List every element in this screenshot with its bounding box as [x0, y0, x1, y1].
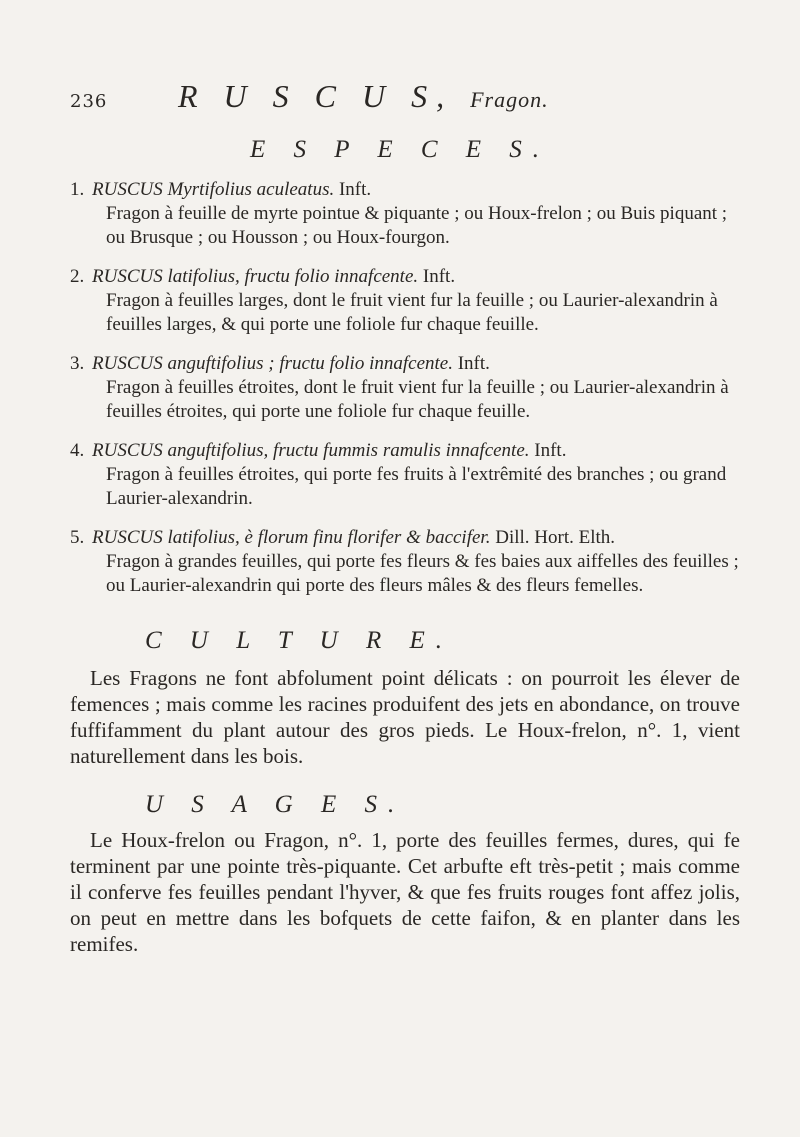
culture-heading: C U L T U R E. [145, 627, 453, 654]
usages-heading: U S A G E S. [145, 791, 406, 818]
running-title [178, 78, 549, 115]
species-list [70, 178, 740, 598]
species-number: 1. [70, 179, 85, 200]
species-french-description: Fragon à feuille de myrte pointue & piquante ; ou Houx-frelon ; ou Buis piquant ; ou Brusque ; ou Housson ; ou Houx-fourgon. [106, 203, 728, 248]
culture-paragraph: Les Fragons ne font abfolument point délicats : on pourroit les élever de femences ; mais comme les racines produifent des jets en abondance, on trouve fuffifamment du plant autour des gros pieds. Le Houx-frelon, n°. 1, vient naturellement dans les bois. [70, 666, 740, 768]
page-number: 236 [70, 91, 108, 112]
species-number: 4. [70, 440, 85, 461]
species-entry [70, 439, 740, 511]
running-title-common: Fragon. [470, 87, 549, 112]
species-entry [70, 265, 740, 337]
species-latin-name: RUSCUS Myrtifolius aculeatus. [92, 179, 335, 200]
species-latin-name: RUSCUS latifolius, fructu folio innafcente. [92, 266, 419, 287]
page-header [70, 78, 740, 122]
species-authority: Dill. Hort. Elth. [495, 527, 616, 548]
species-french-description: Fragon à grandes feuilles, qui porte fes fleurs & fes baies aux aiffelles des feuilles ; ou Laurier-alexandrin qui porte des fleurs mâles & des fleurs femelles. [106, 551, 739, 596]
species-number: 3. [70, 353, 85, 374]
species-entry [70, 352, 740, 424]
species-entry [70, 178, 740, 250]
species-latin-name: RUSCUS anguftifolius, fructu fummis ramulis innafcente. [92, 440, 530, 461]
usages-paragraph: Le Houx-frelon ou Fragon, n°. 1, porte des feuilles fermes, dures, qui fe terminent par une pointe très-piquante. Cet arbufte eft très-petit ; mais comme il conferve fes feuilles pendant l'hyver, & que fes fruits rouges font affez jolis, on peut en mettre dans les bofquets de cette faifon, & en planter dans les remifes. [70, 828, 740, 956]
species-authority: Inft. [422, 266, 456, 287]
species-latin-name: RUSCUS anguftifolius ; fructu folio innafcente. [92, 353, 453, 374]
species-french-description: Fragon à feuilles larges, dont le fruit vient fur la feuille ; ou Laurier-alexandrin à feuilles larges, & qui porte une foliole fur chaque feuille. [106, 290, 718, 335]
species-number: 5. [70, 527, 85, 548]
species-french-description: Fragon à feuilles étroites, dont le fruit vient fur la feuille ; ou Laurier-alexandrin à feuilles étroites, qui porte une foliole fur chaque feuille. [106, 377, 729, 422]
species-entry [70, 526, 740, 598]
especes-heading: E S P E C E S. [250, 136, 551, 163]
species-authority: Inft. [338, 179, 372, 200]
species-authority: Inft. [457, 353, 490, 374]
species-latin-name: RUSCUS latifolius, è florum finu florifer & baccifer. [92, 527, 491, 548]
species-number: 2. [70, 266, 85, 287]
species-french-description: Fragon à feuilles étroites, qui porte fes fruits à l'extrêmité des branches ; ou grand Laurier-alexandrin. [106, 464, 727, 509]
species-authority: Inft. [534, 440, 567, 461]
running-title-genus: R U S C U S, [178, 78, 454, 114]
